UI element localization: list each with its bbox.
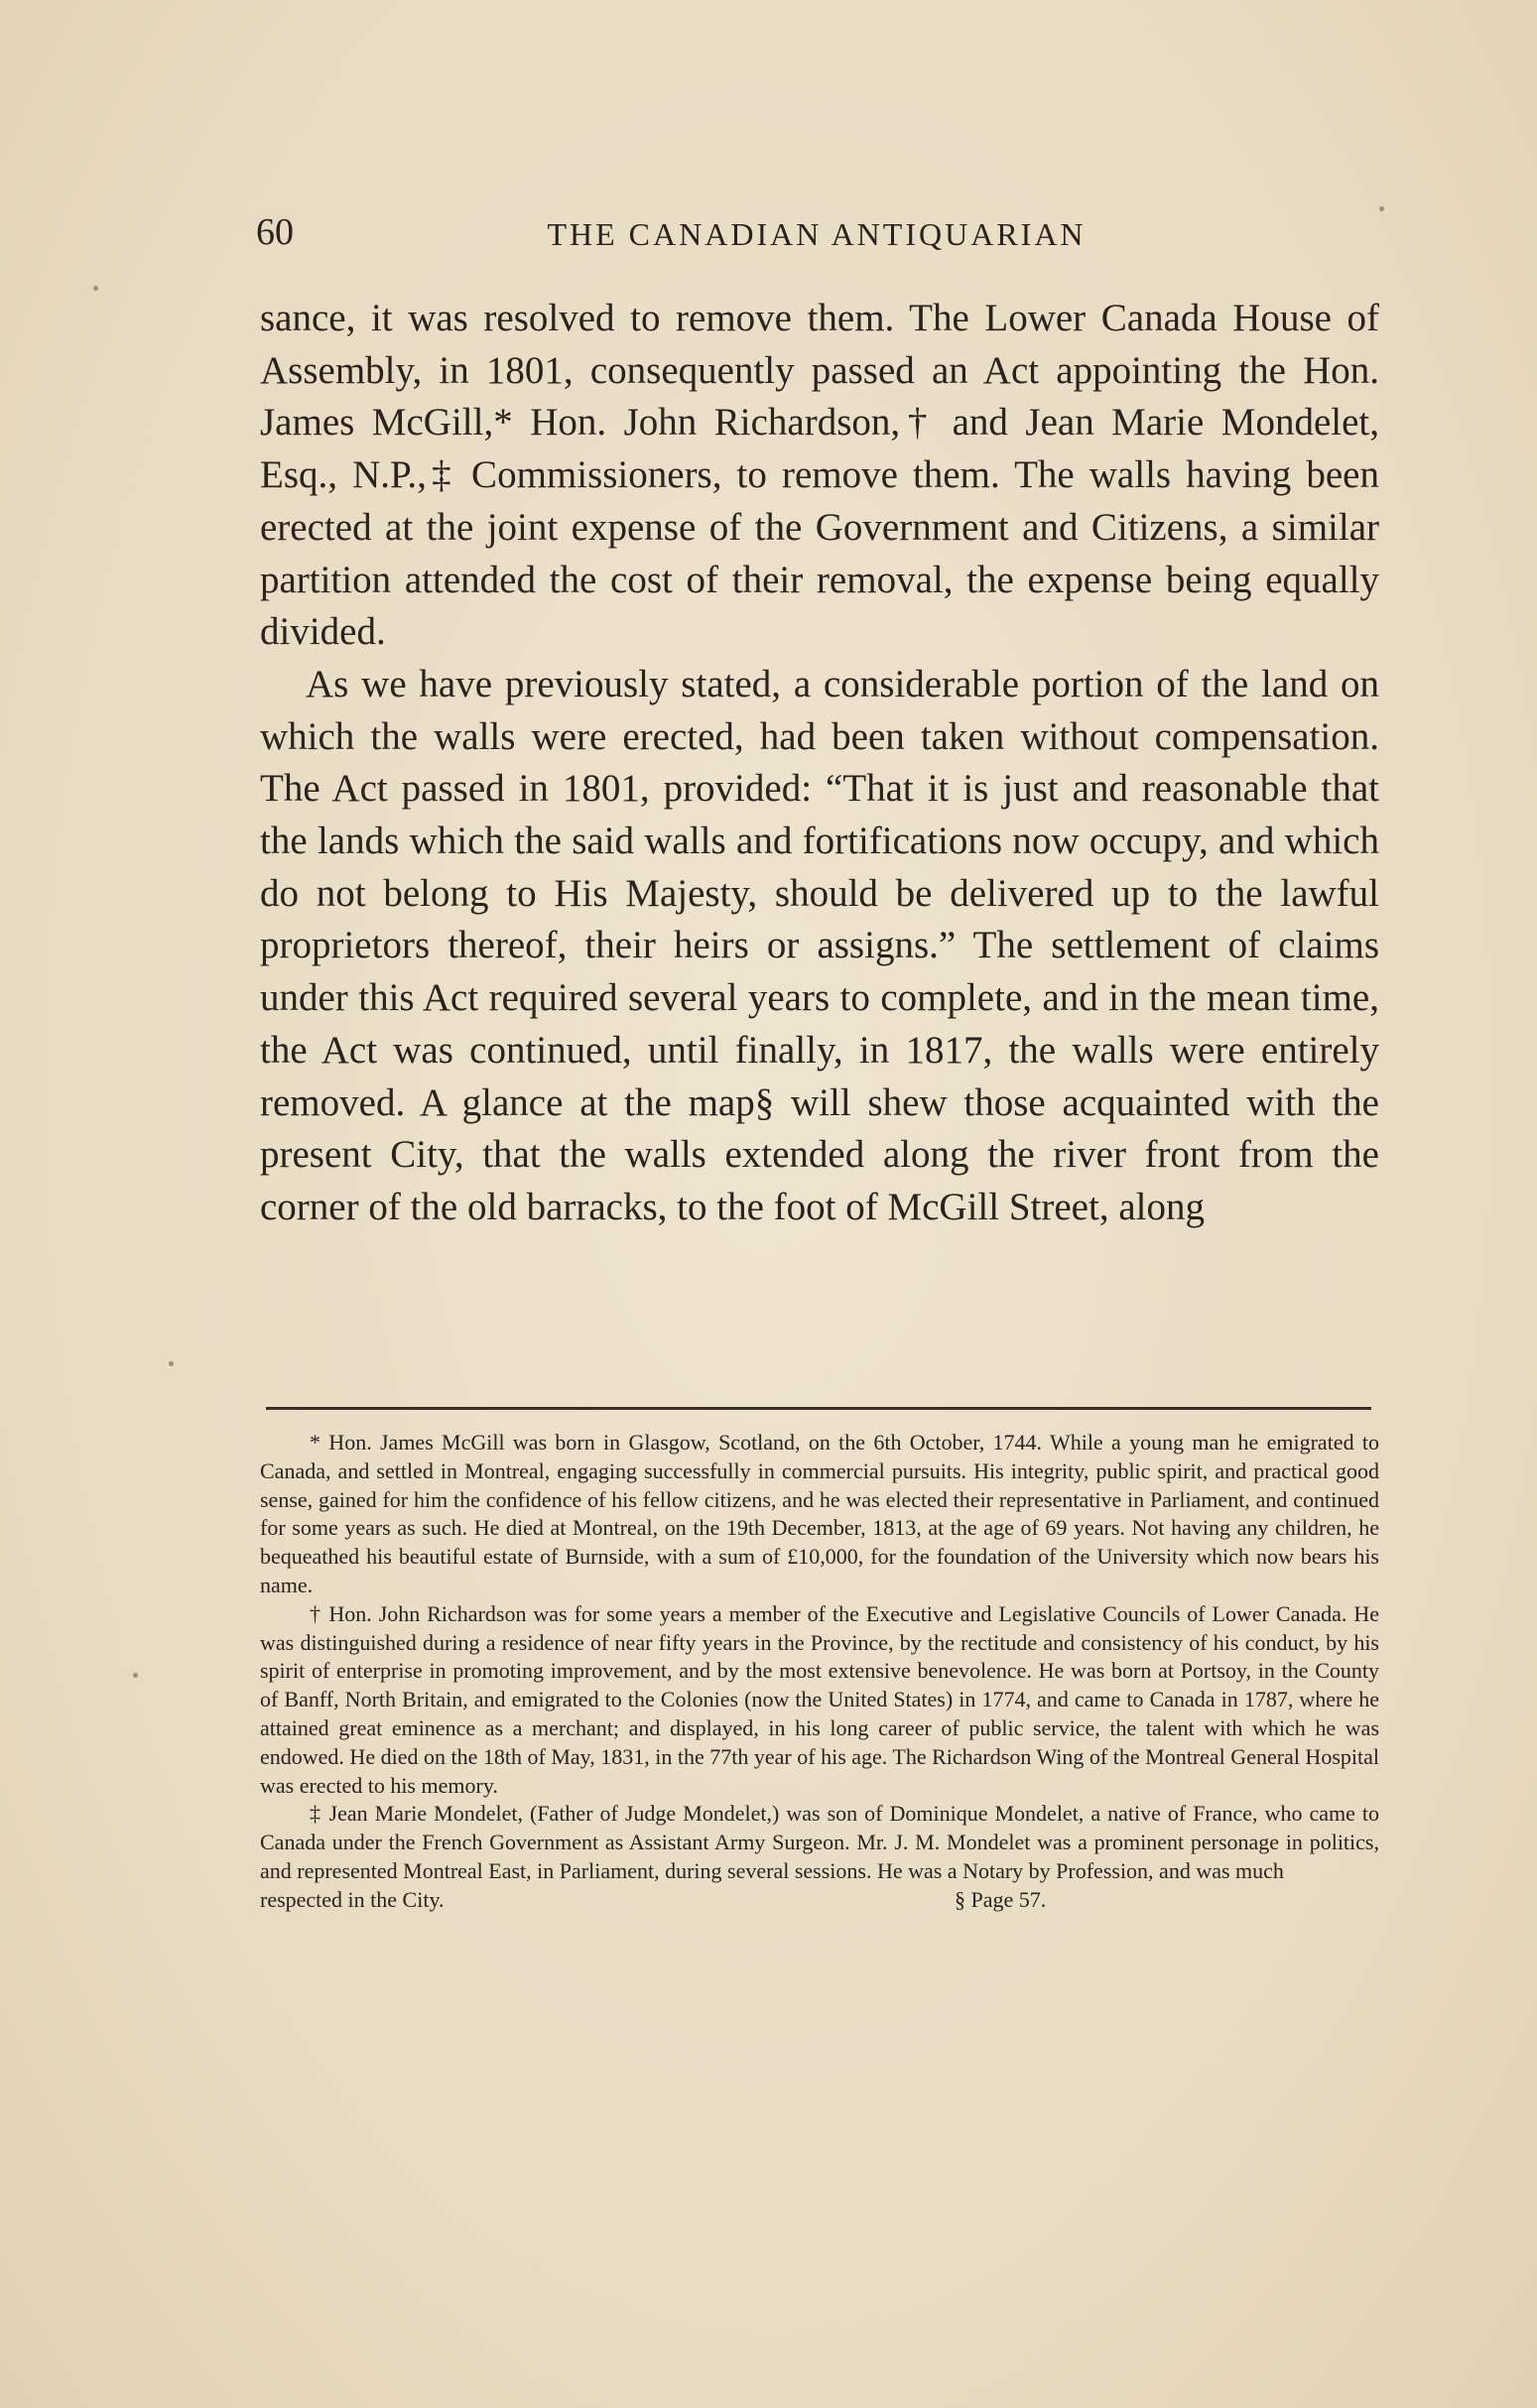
running-head: THE CANADIAN ANTIQUARIAN <box>547 216 1087 252</box>
footnote-rule <box>266 1407 1371 1410</box>
page-header <box>256 210 1377 260</box>
body-text <box>260 293 1379 1234</box>
footnote-last-line <box>260 1886 1379 1916</box>
footnote-mondelet-end: respected in the City. <box>260 1886 445 1912</box>
map-page-reference: § Page 57. <box>955 1886 1047 1912</box>
paper-speck <box>133 1673 138 1678</box>
footnotes <box>260 1429 1379 1916</box>
paper-speck <box>169 1361 174 1366</box>
paper-speck <box>1379 206 1384 211</box>
paragraph: sance, it was resolved to remove them. The Lower Canada House of Assembly, in 1801, consequently passed an Act appointing the Hon. James McGill,* Hon. John Richardson,† and Jean Marie Mondelet, Esq., N.P.,‡ Commissioners, to remove them. The walls having been erected at the joint expense of the Government and Citizens, a similar partition attended the cost of their removal, the expense being equally divided. <box>260 297 1379 654</box>
footnote-mcgill: * Hon. James McGill was born in Glasgow, Scotland, on the 6th October, 1744. While a young man he emigrated to Canada, and settled in Montreal, engaging successfully in commercial pursuits. His integrity, public spirit, and practical good sense, gained for him the confidence of his fellow citizens, and he was elected their representative in Parliament, and continued for some years as such. He died at Montreal, on the 19th December, 1813, at the age of 69 years. Not having any children, he bequeathed his beautiful estate of Burnside, with a sum of £10,000, for the foundation of the University which now bears his name. <box>260 1430 1379 1597</box>
paragraph: As we have previously stated, a considerable portion of the land on which the walls were erected, had been taken without compensation. The Act passed in 1801, provided: “That it is just and reasonable that the lands which the said walls and fortifications now occupy, and which do not belong to His Majesty, should be delivered up to the lawful proprietors thereof, their heirs or assigns.” The settlement of claims under this Act required several years to complete, and in the mean time, the Act was continued, until finally, in 1817, the walls were entirely removed. A glance at the map§ will shew those acquainted with the present City, that the walls extended along the river front from the corner of the old barracks, to the foot of McGill Street, along <box>260 662 1379 1228</box>
footnote-mondelet: ‡ Jean Marie Mondelet, (Father of Judge Mondelet,) was son of Dominique Mondelet, a native of France, who came to Canada under the French Government as Assistant Army Surgeon. Mr. J. M. Mondelet was a prominent personage in politics, and represented Montreal East, in Parliament, during several sessions. He was a Notary by Profession, and was much <box>260 1801 1379 1883</box>
paper-speck <box>93 286 98 291</box>
footnote-richardson: † Hon. John Richardson was for some years a member of the Executive and Legislative Councils of Lower Canada. He was distinguished during a residence of near fifty years in the Province, by the rectitude and consistency of his conduct, by his spirit of enterprise in promoting improvement, and by the most extensive benevolence. He was born at Portsoy, in the County of Banff, North Britain, and emigrated to the Colonies (now the United States) in 1774, and came to Canada in 1787, where he attained great eminence as a merchant; and displayed, in his long career of public service, the talent with which he was endowed. He died on the 18th of May, 1831, in the 77th year of his age. The Richardson Wing of the Montreal General Hospital was erected to his memory. <box>260 1600 1379 1798</box>
page-number: 60 <box>256 211 294 253</box>
